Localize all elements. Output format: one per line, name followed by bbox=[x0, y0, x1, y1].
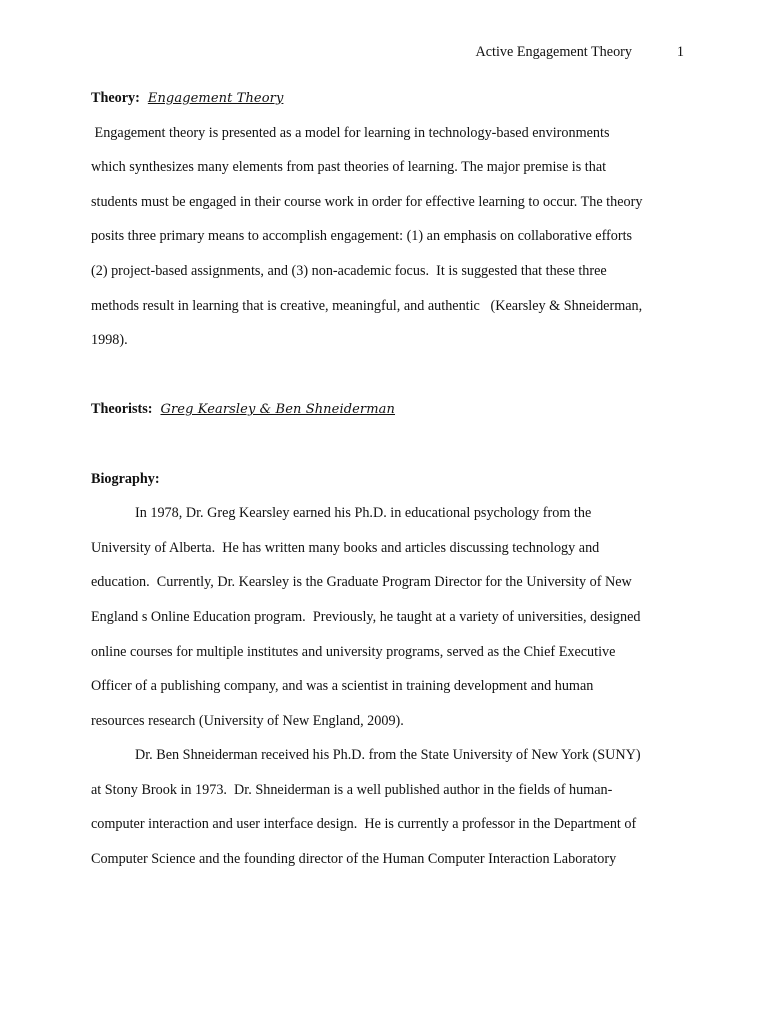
blank-line bbox=[91, 427, 681, 462]
theory-line: (2) project-based assignments, and (3) non-academic focus. It is suggested that these three bbox=[91, 262, 607, 279]
biography-line: Computer Science and the founding director of the Human Computer Interaction Laboratory bbox=[91, 851, 617, 868]
biography-line: online courses for multiple institutes and university programs, served as the Chief Executive bbox=[91, 643, 616, 660]
document-body bbox=[91, 81, 681, 877]
biography-line: Officer of a publishing company, and was a scientist in training development and human bbox=[91, 678, 594, 695]
biography-line: University of Alberta. He has written many books and articles discussing technology and bbox=[91, 539, 600, 556]
theory-line: 1998). bbox=[91, 332, 128, 349]
biography-label: Biography: bbox=[91, 470, 160, 487]
theory-line: methods result in learning that is creative, meaningful, and authentic (Kearsley & Shneiderman, bbox=[91, 297, 643, 314]
theory-paragraph bbox=[91, 116, 681, 358]
biography-line: Dr. Ben Shneiderman received his Ph.D. from the State University of New York (SUNY) bbox=[135, 747, 641, 764]
biography-paragraph-kearsley bbox=[91, 496, 681, 738]
theorists-heading bbox=[91, 392, 681, 427]
theory-line: which synthesizes many elements from past theories of learning. The major premise is that bbox=[91, 159, 607, 176]
page-number: 1 bbox=[676, 44, 684, 60]
theory-line: Engagement theory is presented as a model for learning in technology-based environments bbox=[91, 124, 610, 141]
theorists-value: Greg Kearsley & Ben Shneiderman bbox=[160, 402, 395, 418]
biography-line: resources research (University of New England, 2009). bbox=[91, 712, 404, 729]
theory-heading bbox=[91, 81, 681, 116]
running-header bbox=[0, 44, 768, 64]
theory-label: Theory: bbox=[91, 90, 140, 106]
theory-line: students must be engaged in their course work in order for effective learning to occur. The theory bbox=[91, 193, 643, 210]
blank-line bbox=[91, 358, 681, 393]
running-head-title: Active Engagement Theory bbox=[475, 44, 632, 60]
biography-line: at Stony Brook in 1973. Dr. Shneiderman is a well published author in the fields of human- bbox=[91, 781, 613, 798]
theorists-label: Theorists: bbox=[91, 401, 153, 418]
biography-line: computer interaction and user interface design. He is currently a professor in the Department of bbox=[91, 816, 637, 833]
biography-heading bbox=[91, 462, 681, 497]
biography-paragraph-shneiderman bbox=[91, 738, 681, 876]
theory-value: Engagement Theory bbox=[147, 91, 284, 106]
biography-line: England s Online Education program. Previously, he taught at a variety of universities, designed bbox=[91, 608, 641, 625]
biography-line: education. Currently, Dr. Kearsley is the Graduate Program Director for the University of New bbox=[91, 574, 632, 591]
biography-line: In 1978, Dr. Greg Kearsley earned his Ph.D. in educational psychology from the bbox=[135, 505, 592, 522]
theory-line: posits three primary means to accomplish engagement: (1) an emphasis on collaborative efforts bbox=[91, 228, 633, 245]
